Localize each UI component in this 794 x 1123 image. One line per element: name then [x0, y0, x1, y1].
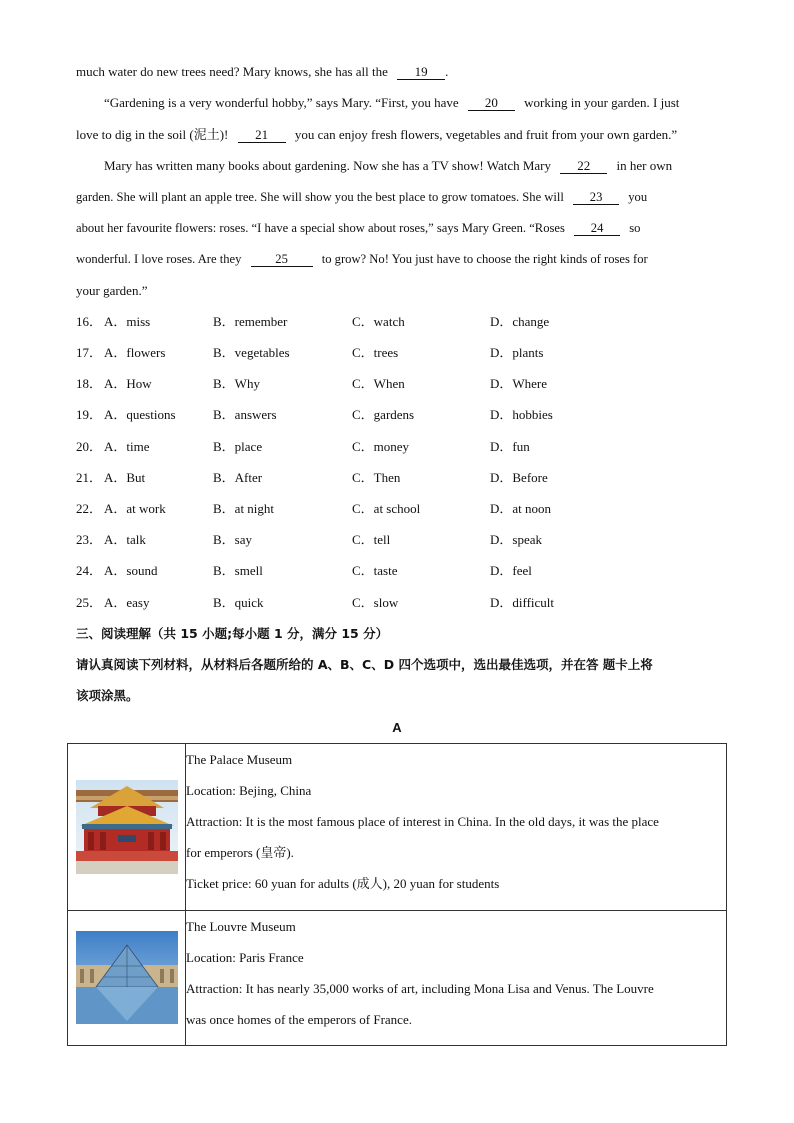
option-b: B．smell [213, 563, 263, 578]
question-number: 20． [76, 439, 103, 454]
blank-22: 22 [560, 159, 607, 174]
option-d: D．feel [490, 563, 532, 578]
option-a: A．sound [104, 563, 158, 578]
passage-text: working in your garden. I just [524, 95, 680, 110]
option-d: D．difficult [490, 595, 555, 610]
option-c: C．Then [352, 470, 401, 485]
question-number: 17． [76, 345, 103, 360]
option-c: C．trees [352, 345, 399, 360]
louvre-text-cell [186, 911, 727, 1046]
question-number: 19． [76, 407, 103, 422]
option-b: B．After [213, 470, 263, 485]
option-b: B．Why [213, 376, 260, 391]
option-b: B．say [213, 532, 253, 547]
table-row-palace [68, 744, 727, 911]
passage-text: you [628, 190, 648, 204]
passage-text: Mary has written many books about gardening. Now she has a TV show! Watch Mary [104, 158, 552, 173]
option-d: D．speak [490, 532, 542, 547]
question-number: 23． [76, 532, 103, 547]
passage-text: . [445, 64, 449, 79]
option-c: C．tell [352, 532, 391, 547]
louvre-location: Location: Paris France [186, 950, 304, 965]
question-number: 25． [76, 595, 103, 610]
passage-line-8: your garden.” [76, 283, 148, 298]
palace-attraction-line-1: Attraction: It is the most famous place of interest in China. In the old days, it was the place [186, 814, 659, 829]
passage-text: you can enjoy fresh flowers, vegetables and fruit from your own garden.” [294, 127, 678, 142]
blank-25: 25 [251, 252, 313, 267]
passage-text: garden. She will plant an apple tree. She will show you the best place to grow tomatoes. She will [76, 190, 564, 204]
option-a: A．easy [104, 595, 150, 610]
passage-text: so [629, 221, 641, 235]
option-d: D．Where [490, 376, 548, 391]
option-a: A．time [104, 439, 150, 454]
palace-text-cell [186, 744, 727, 911]
passage-text: “Gardening is a very wonderful hobby,” says Mary. “First, you have [104, 95, 459, 110]
passage-text: love to dig in the soil (泥土)! [76, 127, 229, 142]
question-number: 22． [76, 501, 103, 516]
palace-name: The Palace Museum [186, 752, 293, 767]
option-b: B．answers [213, 407, 277, 422]
passage-line-2 [104, 94, 718, 112]
option-c: C．money [352, 439, 410, 454]
blank-19: 19 [397, 65, 445, 80]
option-a: A．But [104, 470, 146, 485]
question-number: 24． [76, 563, 103, 578]
option-a: A．at work [104, 501, 166, 516]
part-label: A [392, 720, 402, 735]
louvre-image [76, 931, 178, 1024]
question-number: 18． [76, 376, 103, 391]
option-d: D．plants [490, 345, 544, 360]
louvre-attraction-line-2: was once homes of the emperors of France. [186, 1012, 412, 1027]
option-b: B．vegetables [213, 345, 290, 360]
option-a: A．talk [104, 532, 146, 547]
option-b: B．remember [213, 314, 288, 329]
option-d: D．fun [490, 439, 530, 454]
passage-line-6 [76, 219, 718, 237]
blank-21: 21 [238, 128, 286, 143]
table-row-louvre [68, 911, 727, 1046]
image-cell [68, 911, 186, 1046]
passage-text: about her favourite flowers: roses. “I have a special show about roses,” says Mary Green. “Roses [76, 221, 565, 235]
option-a: A．How [104, 376, 152, 391]
option-c: C．at school [352, 501, 421, 516]
option-c: C．When [352, 376, 405, 391]
passage-line-1 [76, 63, 718, 81]
passage-line-3 [76, 126, 718, 144]
palace-ticket-price: Ticket price: 60 yuan for adults (成人), 20 yuan for students [186, 876, 500, 891]
option-b: B．quick [213, 595, 264, 610]
palace-location: Location: Bejing, China [186, 783, 312, 798]
louvre-museum-photo [76, 931, 185, 1024]
passage-line-4 [104, 157, 718, 175]
option-c: C．watch [352, 314, 405, 329]
section-instruction-line-1: 请认真阅读下列材料，从材料后各题所给的 A、B、C、D 四个选项中，选出最佳选项，并在答 题卡上将 [76, 657, 653, 672]
passage-text: wonderful. I love roses. Are they [76, 252, 242, 266]
option-c: C．gardens [352, 407, 415, 422]
blank-20: 20 [468, 96, 515, 111]
option-d: D．change [490, 314, 550, 329]
option-c: C．taste [352, 563, 398, 578]
palace-image [76, 780, 178, 874]
blank-23: 23 [573, 190, 619, 205]
option-b: B．at night [213, 501, 275, 516]
palace-attraction-line-2: for emperors (皇帝). [186, 845, 294, 860]
option-d: D．at noon [490, 501, 552, 516]
option-c: C．slow [352, 595, 399, 610]
option-d: D．hobbies [490, 407, 553, 422]
museum-table [67, 743, 727, 1046]
passage-line-7 [76, 250, 718, 268]
option-a: A．miss [104, 314, 151, 329]
louvre-name: The Louvre Museum [186, 919, 296, 934]
question-number: 21． [76, 470, 103, 485]
option-a: A．flowers [104, 345, 166, 360]
blank-24: 24 [574, 221, 620, 236]
palace-museum-photo [76, 780, 185, 874]
passage-text: much water do new trees need? Mary knows, she has all the [76, 64, 388, 79]
louvre-attraction-line-1: Attraction: It has nearly 35,000 works of art, including Mona Lisa and Venus. The Louvre [186, 981, 654, 996]
option-d: D．Before [490, 470, 548, 485]
passage-text: to grow? No! You just have to choose the right kinds of roses for [321, 252, 648, 266]
passage-line-5 [76, 188, 718, 206]
section-heading: 三、阅读理解（共 15 小题;每小题 1 分，满分 15 分） [76, 626, 389, 641]
passage-text: in her own [616, 158, 673, 173]
section-instruction-line-2: 该项涂黑。 [76, 688, 139, 703]
question-number: 16． [76, 314, 103, 329]
image-cell [68, 744, 186, 911]
option-b: B．place [213, 439, 263, 454]
option-a: A．questions [104, 407, 176, 422]
